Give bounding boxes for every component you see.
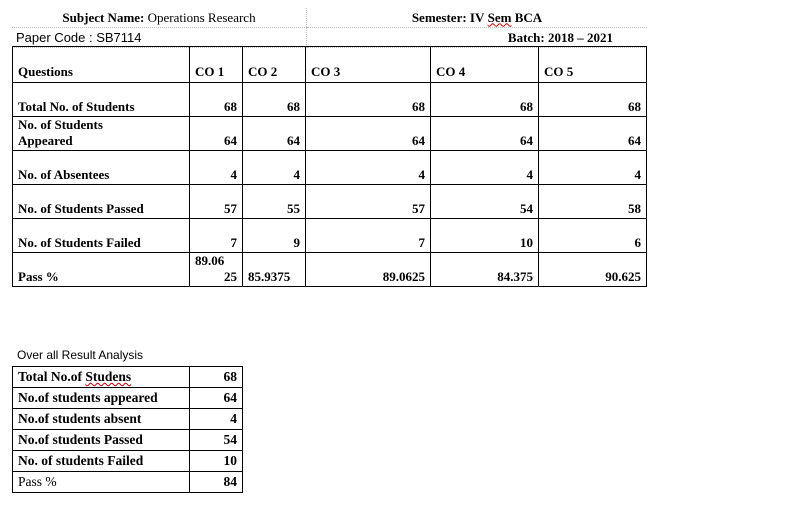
batch: Batch: 2018 – 2021 <box>307 28 648 48</box>
header-co3: CO 3 <box>306 47 431 83</box>
cell-value: 85.9375 <box>243 253 306 287</box>
header-co2: CO 2 <box>243 47 306 83</box>
semester-course: BCA <box>514 9 543 25</box>
row-label: Total No. of Students <box>13 83 190 117</box>
cell-value: 64 <box>539 117 647 151</box>
cell-value: 54 <box>431 185 539 219</box>
cell-value: 64 <box>190 117 243 151</box>
cell-value: 9 <box>243 219 306 253</box>
table-row <box>13 219 647 253</box>
cell-value: 57 <box>190 185 243 219</box>
cell-value: 64 <box>306 117 431 151</box>
table-row <box>13 367 243 388</box>
subject-label: Subject Name: <box>62 9 145 25</box>
cell-value: 68 <box>190 367 243 388</box>
row-label <box>13 367 190 388</box>
cell-value: 10 <box>431 219 539 253</box>
cell-value: 4 <box>306 151 431 185</box>
row-label-line1: No. of Students <box>18 117 103 132</box>
overall-result-table <box>12 366 243 493</box>
cell-value: 4 <box>539 151 647 185</box>
row-label: No.of students Passed <box>13 430 190 451</box>
overall-title: Over all Result Analysis <box>17 348 144 362</box>
cell-value: 68 <box>243 83 306 117</box>
cell-value: 64 <box>243 117 306 151</box>
row-label-line2: Appeared <box>18 133 73 148</box>
cell-value: 4 <box>431 151 539 185</box>
subject-value: Operations Research <box>147 9 256 25</box>
table-row <box>13 472 243 493</box>
header-co4: CO 4 <box>431 47 539 83</box>
cell-value: 90.625 <box>539 253 647 287</box>
cell-value: 64 <box>431 117 539 151</box>
cell-value: 7 <box>190 219 243 253</box>
row-label: No. of Absentees <box>13 151 190 185</box>
row-label: No. of Students Failed <box>13 219 190 253</box>
cell-value <box>190 253 243 287</box>
table-row <box>13 388 243 409</box>
cell-value: 57 <box>306 185 431 219</box>
cell-value: 58 <box>539 185 647 219</box>
row-label-word: Studens <box>85 369 132 384</box>
row-label: Pass % <box>13 253 190 287</box>
row-label <box>13 117 190 151</box>
row-label-prefix: Total No.of <box>18 369 83 384</box>
cell-value: 4 <box>243 151 306 185</box>
cell-value: 6 <box>539 219 647 253</box>
table-row <box>13 253 647 287</box>
row-label: No.of students appeared <box>13 388 190 409</box>
paper-code: Paper Code : SB7114 <box>12 28 307 48</box>
semester-cell <box>307 8 648 28</box>
cell-value: 84.375 <box>431 253 539 287</box>
row-label: No.of students absent <box>13 409 190 430</box>
cell-value-line2: 25 <box>224 269 237 284</box>
header-co1: CO 1 <box>190 47 243 83</box>
row-label: No. of Students Passed <box>13 185 190 219</box>
cell-value: 64 <box>190 388 243 409</box>
cell-value: 54 <box>190 430 243 451</box>
table-row <box>13 451 243 472</box>
table-row <box>13 117 647 151</box>
semester-word: Sem <box>487 9 512 25</box>
cell-value: 7 <box>306 219 431 253</box>
header-co5: CO 5 <box>539 47 647 83</box>
cell-value: 4 <box>190 151 243 185</box>
table-row <box>13 409 243 430</box>
cell-value: 68 <box>190 83 243 117</box>
cell-value: 68 <box>306 83 431 117</box>
table-row <box>13 83 647 117</box>
cell-value: 68 <box>539 83 647 117</box>
subject-cell <box>12 8 307 28</box>
row-label: Pass % <box>13 472 190 493</box>
cell-value: 55 <box>243 185 306 219</box>
semester-label: Semester: IV <box>411 9 485 25</box>
cell-value: 89.0625 <box>306 253 431 287</box>
table-row <box>13 151 647 185</box>
cell-value-line1: 89.06 <box>195 253 225 268</box>
cell-value: 84 <box>190 472 243 493</box>
header-questions: Questions <box>13 47 190 83</box>
cell-value: 68 <box>431 83 539 117</box>
cell-value: 10 <box>190 451 243 472</box>
table-row <box>13 430 243 451</box>
cell-value: 4 <box>190 409 243 430</box>
table-header-row <box>13 47 647 83</box>
row-label: No. of students Failed <box>13 451 190 472</box>
co-analysis-table <box>12 46 647 287</box>
header-table <box>12 8 647 48</box>
table-row <box>13 185 647 219</box>
